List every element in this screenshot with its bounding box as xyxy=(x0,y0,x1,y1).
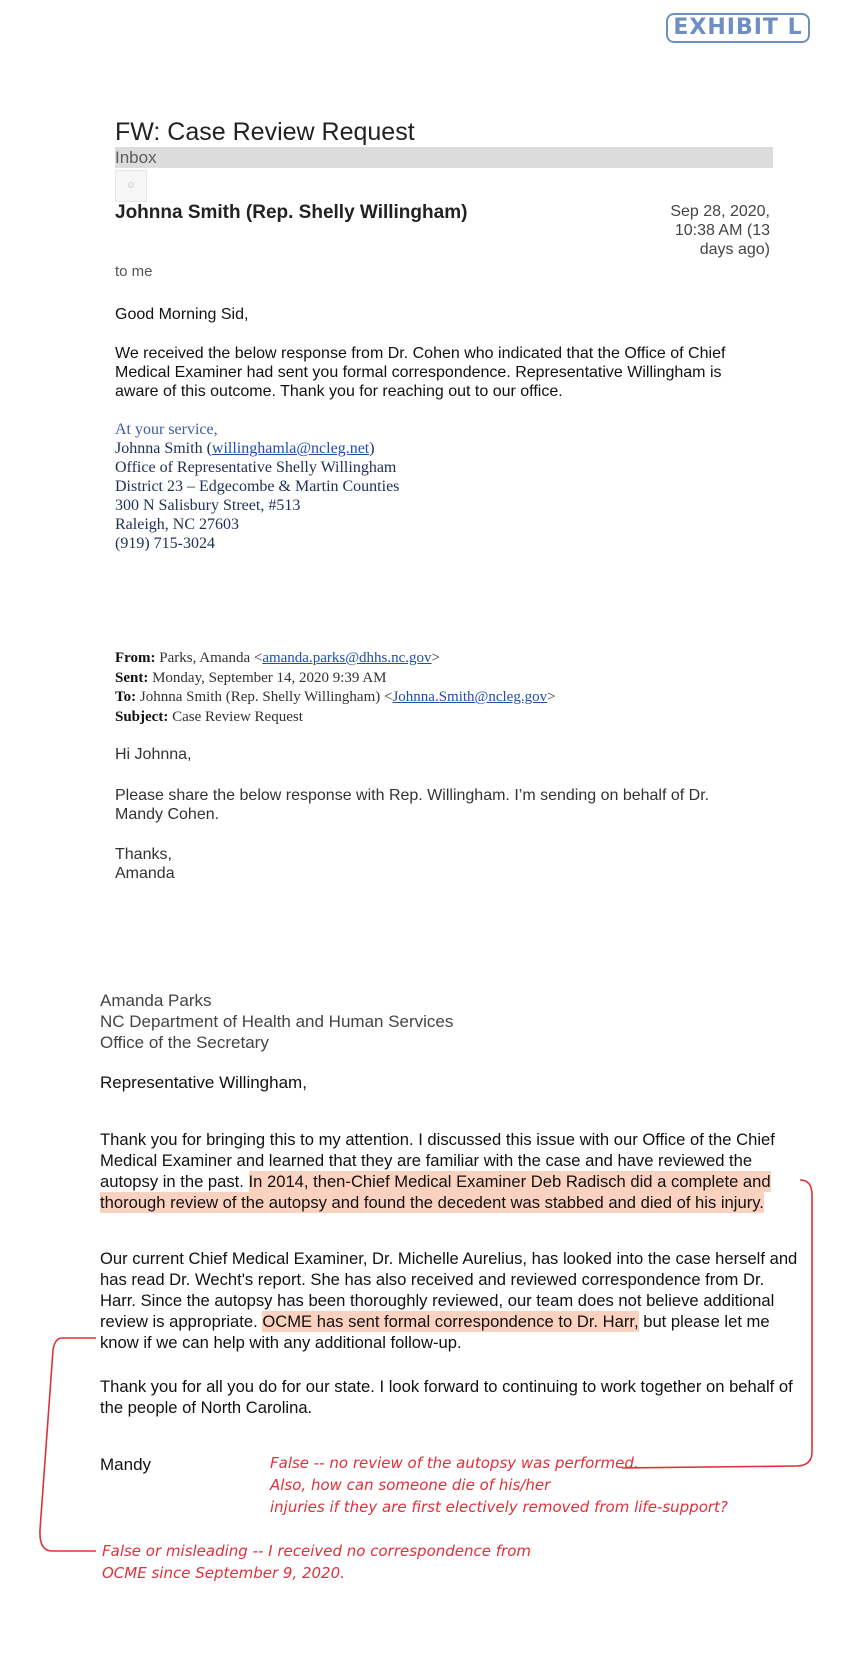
highlight-ocme-correspondence: OCME has sent formal correspondence to Dr. Harr, xyxy=(262,1312,639,1331)
letter-salutation: Representative Willingham, xyxy=(100,1073,307,1092)
fwd-to: To: Johnna Smith (Rep. Shelly Willingham) <Johnna.Smith@ncleg.gov> xyxy=(115,689,556,705)
sender-name: Johnna Smith (Rep. Shelly Willingham) xyxy=(115,202,468,223)
letter-signoff: Mandy xyxy=(100,1455,152,1474)
signature-phone: (919) 715-3024 xyxy=(115,535,215,552)
recipient-to-me[interactable]: to me xyxy=(115,263,153,280)
bracket-right xyxy=(622,1180,812,1468)
fwd-name: Amanda xyxy=(115,865,175,882)
email-greeting: Good Morning Sid, xyxy=(115,306,249,323)
note-line: OCME since September 9, 2020. xyxy=(102,1564,345,1582)
letter-paragraph-3: Thank you for all you do for our state. I look forward to continuing to work together on behalf of the people of North Carolina. xyxy=(100,1377,793,1417)
avatar: ☺ xyxy=(115,170,147,202)
fwd-thanks: Thanks, xyxy=(115,846,172,863)
fwd-from: From: Parks, Amanda <amanda.parks@dhhs.nc.gov> xyxy=(115,650,440,666)
body-line: aware of this outcome. Thank you for reaching out to our office. xyxy=(115,383,563,400)
fwd-from-email-link[interactable]: amanda.parks@dhhs.nc.gov xyxy=(262,650,432,666)
exhibit-stamp: EXHIBIT L xyxy=(666,13,810,43)
letter-paragraph-1: Thank you for bringing this to my attention. I discussed this issue with our Office of the Chief Medical Examiner and learned that they are familiar with the case and have reviewed the autopsy in the past. In 2014, then-Chief Medical Examiner Deb Radisch did a complete and thorough review of the autopsy and found the decedent was stabbed and died of his injury. xyxy=(100,1130,775,1212)
date-line: Sep 28, 2020, xyxy=(670,203,770,220)
date-line: 10:38 AM (13 xyxy=(674,222,770,239)
annotation-note-1 xyxy=(270,1452,728,1518)
signature-city: Raleigh, NC 27603 xyxy=(115,516,239,533)
signature-district: District 23 – Edgecombe & Martin Counties xyxy=(115,478,400,495)
letter-from-dept: NC Department of Health and Human Services xyxy=(100,1012,454,1031)
highlight-radisch-review: In 2014, then-Chief Medical Examiner Deb Radisch did a complete and thorough review of the autopsy and found the decedent was stabbed and died of his injury. xyxy=(100,1172,771,1212)
letter-from-name: Amanda Parks xyxy=(100,991,212,1010)
signature-email-link[interactable]: willinghamla@ncleg.net xyxy=(211,440,370,457)
bracket-left xyxy=(40,1338,96,1551)
body-line: Please share the below response with Rep. Willingham. I’m sending on behalf of Dr. xyxy=(115,787,710,804)
signature-name: Johnna Smith (willinghamla@ncleg.net) xyxy=(115,440,375,457)
signature-service: At your service, xyxy=(115,421,218,438)
letter-paragraph-2: Our current Chief Medical Examiner, Dr. Michelle Aurelius, has looked into the case herself and has read Dr. Wecht's report. She has also received and reviewed correspondence from Dr. Harr. Since the autopsy has been thoroughly reviewed, our team does not believe additional review is appropriate. OCME has sent formal correspondence to Dr. Harr, but please let me know if we can help with any additional follow-up. xyxy=(100,1249,798,1352)
note-line: Also, how can someone die of his/her xyxy=(270,1476,551,1494)
body-line: Medical Examiner had sent you formal correspondence. Representative Willingham is xyxy=(115,364,722,381)
fwd-to-email-link[interactable]: Johnna.Smith@ncleg.gov xyxy=(392,689,548,705)
fwd-greeting: Hi Johnna, xyxy=(115,746,192,763)
note-line: False -- no review of the autopsy was performed. xyxy=(270,1454,639,1472)
date-line: days ago) xyxy=(699,241,770,258)
body-line: Mandy Cohen. xyxy=(115,806,220,823)
signature-office: Office of Representative Shelly Willingham xyxy=(115,459,397,476)
fwd-subject: Subject: Case Review Request xyxy=(115,708,303,725)
email-subject: FW: Case Review Request xyxy=(115,118,415,146)
note-line: injuries if they are first electively removed from life-support? xyxy=(270,1498,728,1516)
note-line: False or misleading -- I received no correspondence from xyxy=(102,1542,531,1560)
signature-street: 300 N Salisbury Street, #513 xyxy=(115,497,301,514)
letter-from-office: Office of the Secretary xyxy=(100,1033,269,1052)
annotation-note-2 xyxy=(102,1540,531,1584)
body-line: We received the below response from Dr. Cohen who indicated that the Office of Chief xyxy=(115,345,726,362)
fwd-sent: Sent: Monday, September 14, 2020 9:39 AM xyxy=(115,669,387,686)
inbox-label[interactable]: Inbox xyxy=(115,148,157,167)
